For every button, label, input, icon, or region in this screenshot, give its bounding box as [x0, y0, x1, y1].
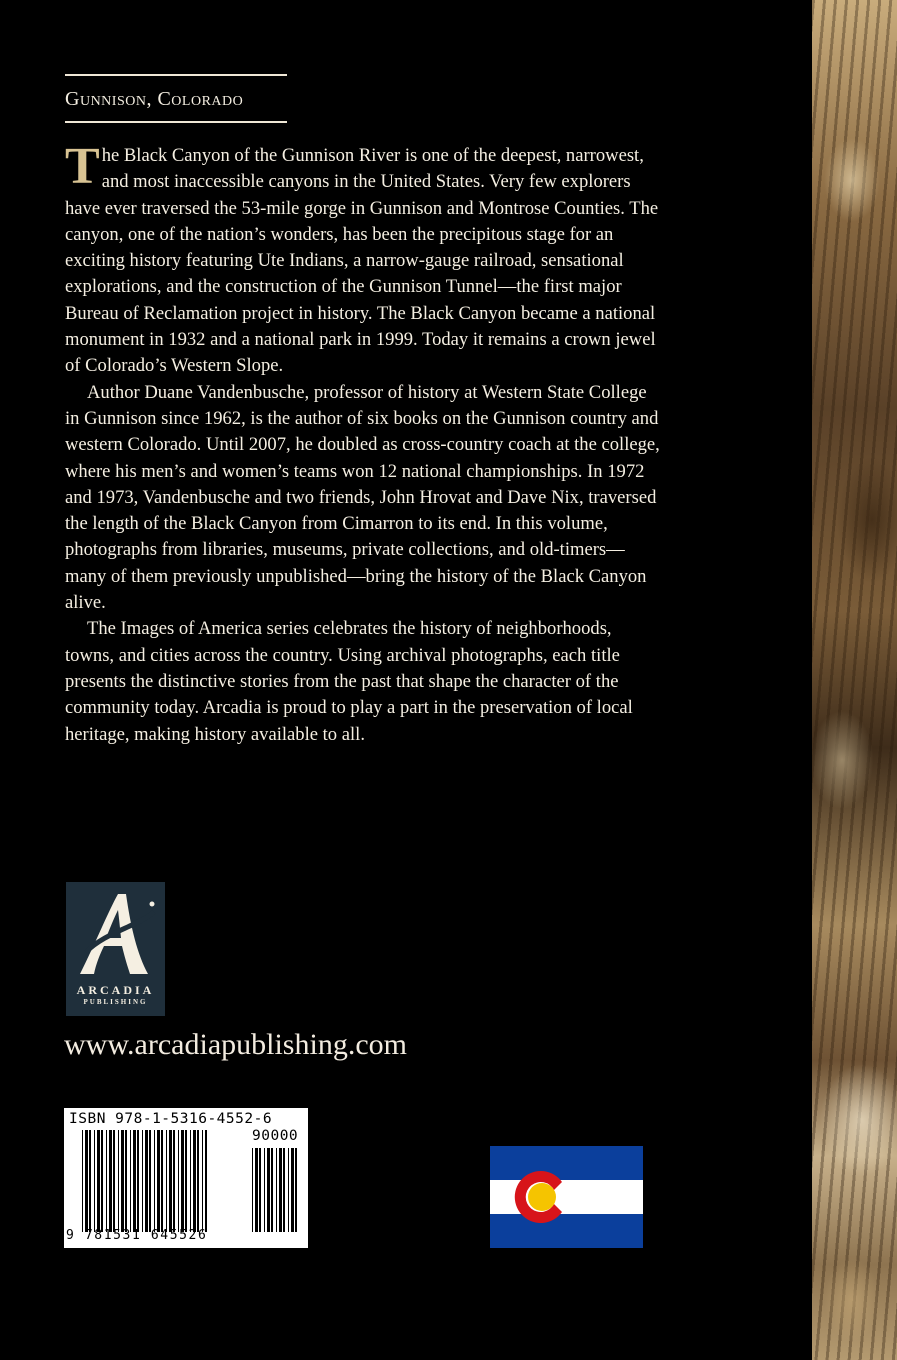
paragraph-2: Author Duane Vandenbusche, professor of history at Western State College in Gunnison since 1962, is the author of six books on the Gunnison country and western Colorado. Until 2007, he doubled as cross-country coach at the college, where his men’s and women’s teams won 12 national championships. In 1972 and 1973, Vandenbusche and two friends, John Hrovat and Dave Nix, traversed the length of the Black Canyon from Cimarron to its end. In this volume, photographs from libraries, museums, private collections, and old-timers—many of them previously unpublished—bring the history of the Black Canyon alive. — [65, 381, 660, 614]
arcadia-logo — [66, 882, 165, 1016]
logo-line-2: PUBLISHING — [83, 998, 148, 1006]
location-heading — [65, 88, 305, 111]
colorado-flag-icon — [490, 1146, 643, 1248]
flag-middle-stripe — [490, 1180, 643, 1214]
drop-cap: T — [65, 138, 100, 195]
paragraph-1 — [65, 138, 665, 380]
location-initial: G — [65, 88, 80, 110]
website-url: www.arcadiapublishing.com — [64, 1028, 407, 1061]
location-state-rest: olorado — [171, 88, 244, 110]
flag-bottom-stripe — [490, 1214, 643, 1248]
isbn-text: ISBN 978-1-5316-4552-6 — [69, 1111, 273, 1127]
top-rule — [65, 74, 287, 76]
ean-digits: 9 781531 645526 — [66, 1228, 208, 1243]
flag-top-stripe — [490, 1146, 643, 1180]
location-rest: unnison, — [79, 88, 158, 110]
barcode — [64, 1108, 308, 1248]
arcadia-a-icon — [66, 882, 165, 982]
bottom-rule — [65, 121, 287, 123]
location-state-initial: C — [157, 88, 172, 110]
canyon-photo-strip — [812, 0, 897, 1360]
paragraph-3: The Images of America series celebrates the history of neighborhoods, towns, and cities across the country. Using archival photographs, each title presents the distinctive stories from the past that shape the character of the community today. Arcadia is proud to play a part in the preservation of local heritage, making history available to all. — [65, 618, 633, 745]
flag-disc — [528, 1183, 556, 1211]
ean-bars — [82, 1130, 207, 1232]
price-code: 90000 — [252, 1128, 299, 1144]
logo-line-1: ARCADIA — [76, 983, 155, 997]
description-text — [65, 138, 665, 748]
paragraph-1-text: he Black Canyon of the Gunnison River is one of the deepest, narrowest, and most inaccessible canyons in the United States. Very few explorers have ever traversed the 53-mile gorge in Gunnison and Montrose Counties. The canyon, one of the nation’s wonders, has been the precipitous stage for an exciting history featuring Ute Indians, a narrow-gauge railroad, sensational explorations, and the construction of the Gunnison Tunnel—the first major Bureau of Reclamation project in history. The Black Canyon became a national monument in 1932 and a national park in 1999. Today it remains a crown jewel of Colorado’s Western Slope. — [65, 145, 659, 377]
addon-bars — [252, 1148, 300, 1232]
